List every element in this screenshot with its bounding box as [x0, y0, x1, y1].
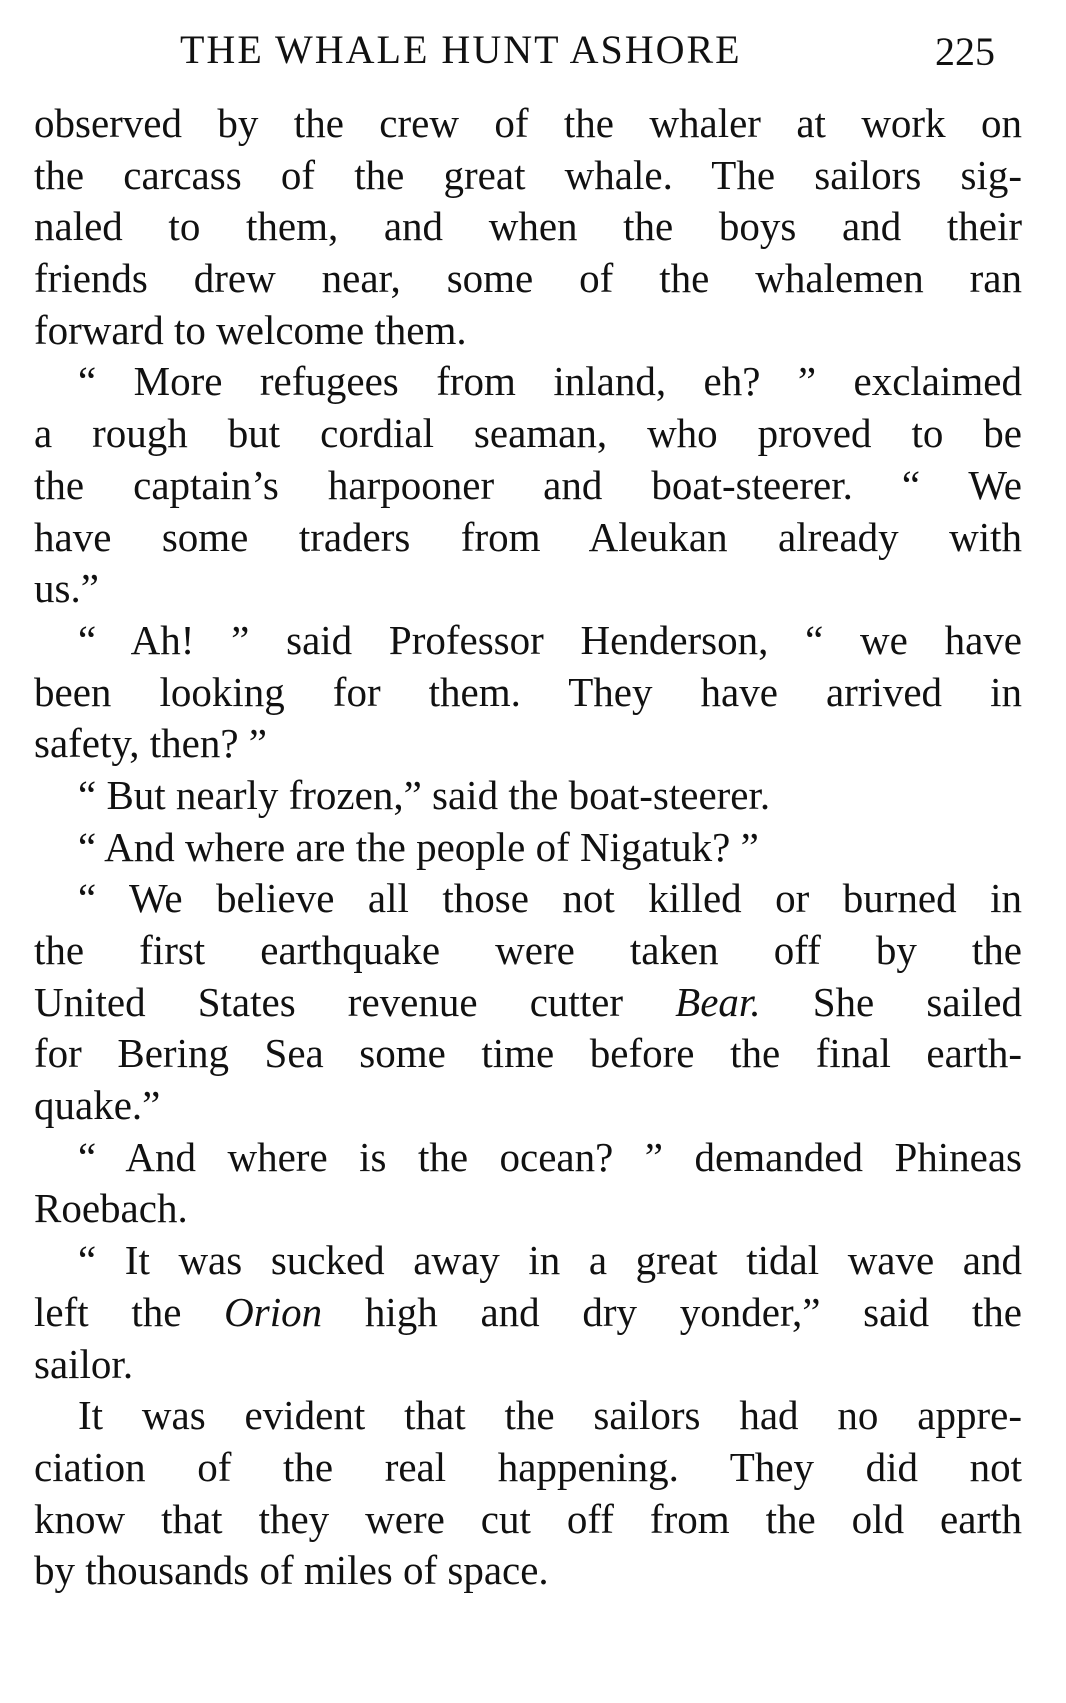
text-line: “ We believe all those not killed or burned in [78, 875, 1022, 922]
text-segment: She sailed [760, 978, 1022, 1025]
text-line: “ And where is the ocean? ” demanded Phineas [78, 1133, 1022, 1180]
text-line: naled to them, and when the boys and their [34, 203, 1022, 250]
text-line: for Bering Sea some time before the final earth- [34, 1030, 1022, 1077]
text-line: us.” [34, 565, 99, 612]
text-line: been looking for them. They have arrived in [34, 668, 1022, 715]
text-line: quake.” [34, 1082, 161, 1129]
text-line: It was evident that the sailors had no appre- [78, 1392, 1022, 1439]
text-line: know that they were cut off from the old earth [34, 1495, 1022, 1542]
ship-name-bear: Bear. [675, 978, 761, 1025]
text-line: a rough but cordial seaman, who proved to be [34, 410, 1022, 457]
text-line: safety, then? ” [34, 720, 267, 767]
text-line: observed by the crew of the whaler at work on [34, 100, 1022, 146]
text-line: “ Ah! ” said Professor Henderson, “ we have [78, 616, 1022, 663]
text-line: the first earthquake were taken off by the [34, 927, 1022, 973]
text-line: by thousands of miles of space. [34, 1547, 549, 1594]
text-line: “ More refugees from inland, eh? ” exclaimed [78, 358, 1022, 405]
ship-name-orion: Orion [224, 1288, 323, 1335]
text-line: “ And where are the people of Nigatuk? ” [78, 823, 759, 870]
text-line: friends drew near, some of the whalemen ran [34, 255, 1022, 302]
text-line: ciation of the real happening. They did not [34, 1443, 1022, 1490]
text-line [34, 1287, 1022, 1339]
text-line: Roebach. [34, 1185, 188, 1232]
text-line: the carcass of the great whale. The sailors sig- [34, 151, 1022, 198]
text-line [34, 977, 1022, 1029]
text-line: forward to welcome them. [34, 306, 467, 353]
text-segment: left the [34, 1288, 225, 1335]
text-line: have some traders from Aleukan already with [34, 513, 1022, 560]
text-segment: high and dry yonder,” said the [322, 1288, 1022, 1335]
text-line: “ But nearly frozen,” said the boat-steerer. [78, 771, 771, 818]
running-head [180, 22, 1040, 78]
text-line: the captain’s harpooner and boat-steerer. “ We [34, 461, 1022, 508]
body-text [34, 98, 1022, 1597]
text-line: “ It was sucked away in a great tidal wave and [78, 1237, 1022, 1284]
page-number: 225 [935, 29, 995, 74]
text-segment: United States revenue cutter [34, 978, 676, 1025]
text-line: sailor. [34, 1340, 134, 1387]
running-title: THE WHALE HUNT ASHORE [180, 27, 742, 72]
